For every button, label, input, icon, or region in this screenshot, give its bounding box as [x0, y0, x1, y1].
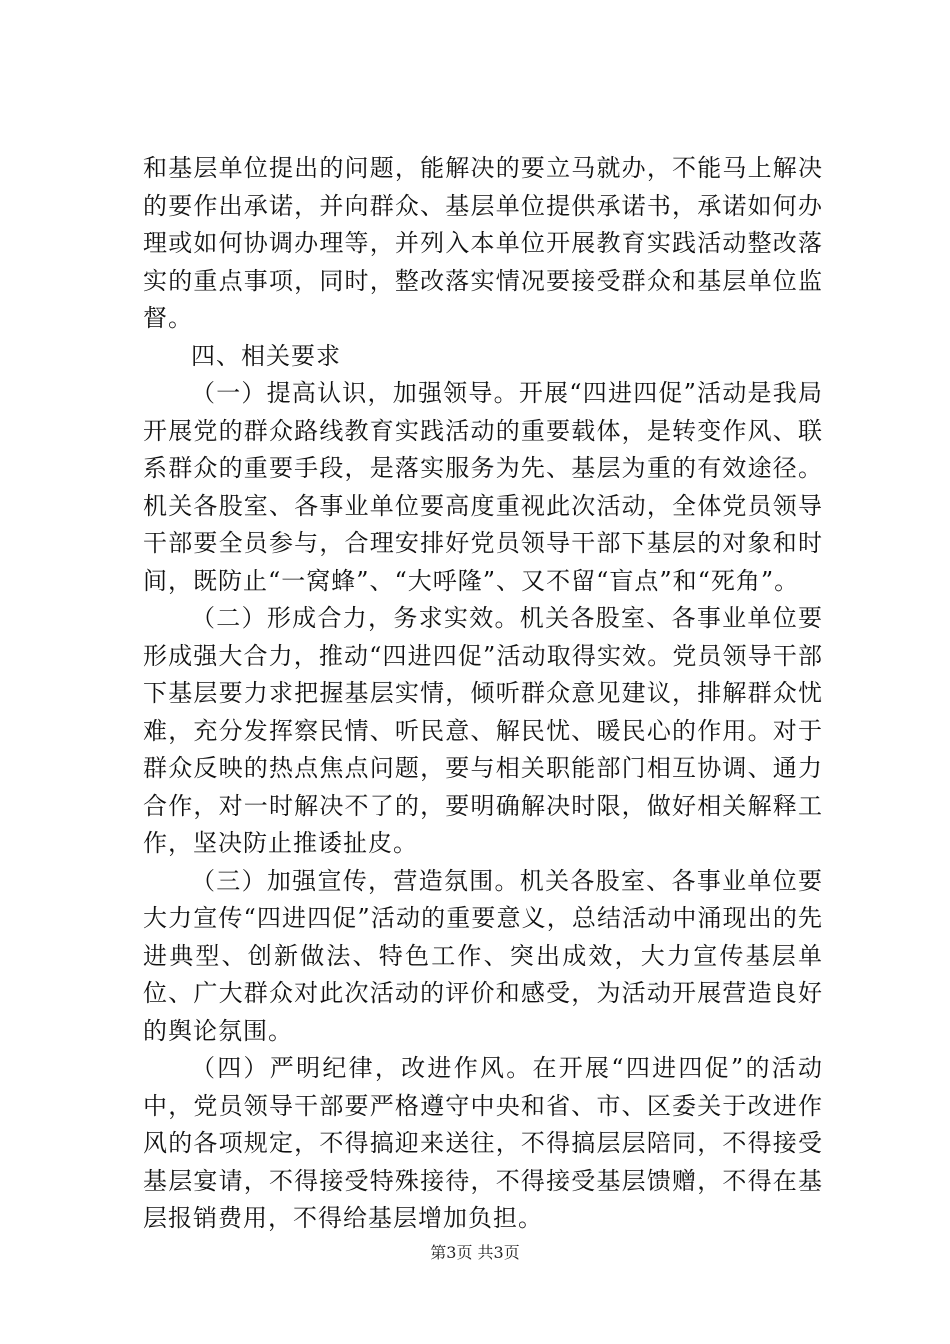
paragraph-item-2: （二）形成合力，务求实效。机关各股室、各事业单位要形成强大合力，推动“四进四促”活动取得实效。党员领导干部下基层要力求把握基层实情，倾听群众意见建议，排解群众忧难，充分发挥察民情、听民意、解民忧、暖民心的作用。对于群众反映的热点焦点问题，要与相关职能部门相互协调、通力合作，对一时解决不了的，要明确解决时限，做好相关解释工作，坚决防止推诿扯皮。 [143, 604, 823, 857]
paragraph-continuation: 和基层单位提出的问题，能解决的要立马就办，不能马上解决的要作出承诺，并向群众、基层单位提供承诺书，承诺如何办理或如何协调办理等，并列入本单位开展教育实践活动整改落实的重点事项，同时，整改落实情况要接受群众和基层单位监督。 [143, 154, 823, 332]
paragraph-item-4: （四）严明纪律，改进作风。在开展“四进四促”的活动中，党员领导干部要严格遵守中央和省、市、区委关于改进作风的各项规定，不得搞迎来送往，不得搞层层陪同，不得接受基层宴请，不得接受特殊接待，不得接受基层馈赠，不得在基层报销费用，不得给基层增加负担。 [143, 1054, 823, 1232]
paragraph-item-3: （三）加强宣传，营造氛围。机关各股室、各事业单位要大力宣传“四进四促”活动的重要意义，总结活动中涌现出的先进典型、创新做法、特色工作、突出成效，大力宣传基层单位、广大群众对此次活动的评价和感受，为活动开展营造良好的舆论氛围。 [143, 866, 823, 1045]
paragraph-item-1: （一）提高认识，加强领导。开展“四进四促”活动是我局开展党的群众路线教育实践活动的重要载体，是转变作风、联系群众的重要手段，是落实服务为先、基层为重的有效途径。机关各股室、各事业单位要高度重视此次活动，全体党员领导干部要全员参与，合理安排好党员领导干部下基层的对象和时间，既防止“一窝蜂”、“大呼隆”、又不留“盲点”和“死角”。 [143, 379, 823, 595]
page-number-footer: 第3页 共3页 [430, 1243, 520, 1262]
document-body [143, 150, 823, 1238]
section-heading-requirements: 四、相关要求 [191, 341, 341, 370]
